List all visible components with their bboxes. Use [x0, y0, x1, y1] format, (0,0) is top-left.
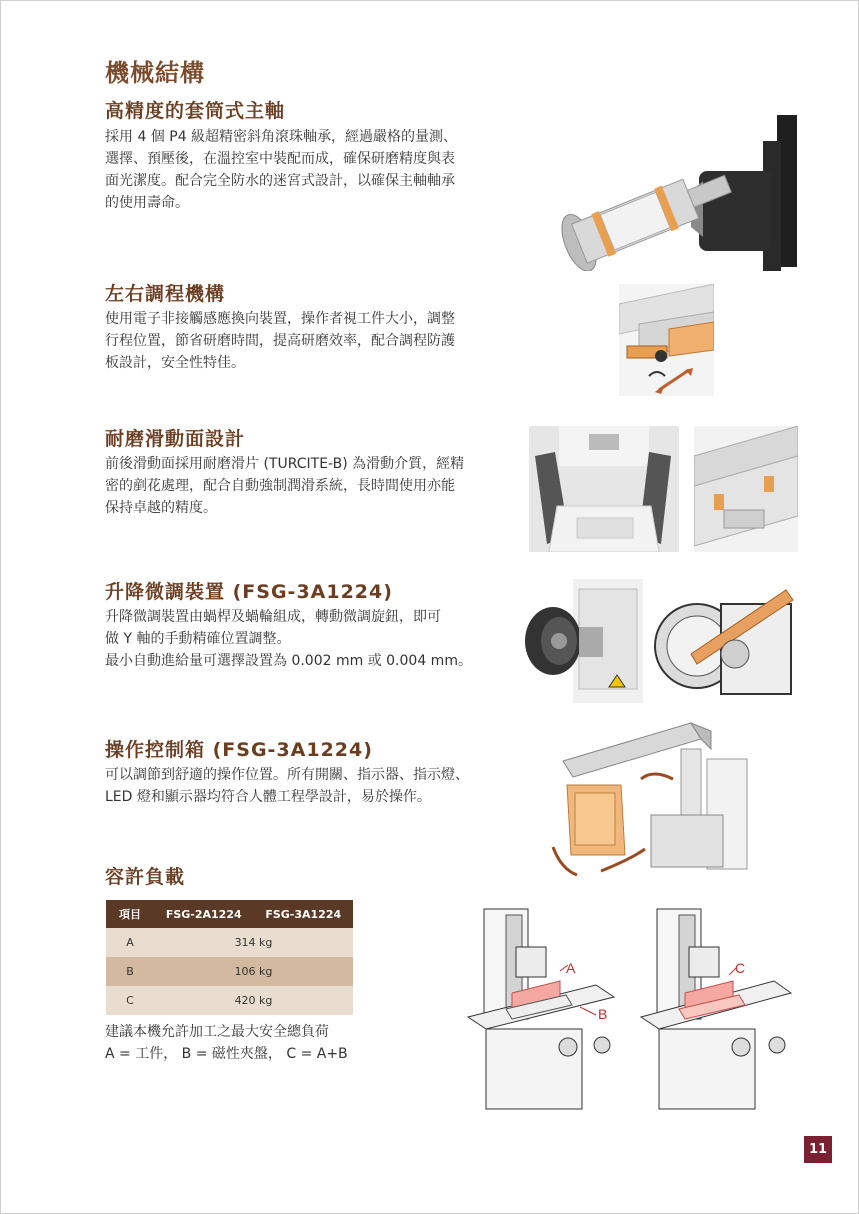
worm-gear-illustration	[651, 584, 796, 706]
load-table-header	[106, 900, 353, 928]
stroke-mechanism-illustration	[619, 284, 714, 396]
machine-diagram-a-b	[456, 901, 616, 1121]
section-text-slideway: 前後滑動面採用耐磨滑片 (TURCITE-B) 為滑動介質，經精 密的剷花處理，配合自動強制潤滑系統，長時間使用亦能 保持卓越的精度。	[105, 456, 465, 516]
page-number-badge: 11	[804, 1136, 832, 1163]
elevation-handwheel-illustration	[523, 579, 643, 703]
label-b: B	[598, 1006, 608, 1022]
control-box-illustration	[541, 719, 751, 879]
slideway-photo-1	[529, 426, 679, 552]
header-fsg-3a1224: FSG-3A1224	[254, 900, 354, 928]
section-heading-elevation: 升降微調裝置 (FSG-3A1224)	[105, 581, 393, 603]
section-text-control-box: 可以調節到舒適的操作位置。所有開關、指示器、指示燈、 LED 燈和顯示器均符合人體工程學設計，易於操作。	[105, 767, 469, 805]
row-value: 314 kg	[154, 928, 353, 957]
table-row	[106, 957, 353, 986]
row-value: 106 kg	[154, 957, 353, 986]
table-row	[106, 928, 353, 957]
section-heading-control-box: 操作控制箱 (FSG-3A1224)	[105, 739, 373, 761]
section-heading-stroke: 左右調程機構	[105, 283, 226, 305]
section-text-stroke: 使用電子非接觸感應換向裝置，操作者視工件大小，調整 行程位置，節省研磨時間，提高研磨效率，配合調程防護 板設計，安全性特佳。	[105, 311, 455, 371]
row-label: C	[106, 986, 154, 1015]
section-heading-slideway: 耐磨滑動面設計	[105, 428, 246, 450]
page-title: 機械結構	[105, 59, 205, 87]
machine-diagram-c	[629, 901, 794, 1121]
header-item: 項目	[106, 900, 154, 928]
row-value: 420 kg	[154, 986, 353, 1015]
row-label: A	[106, 928, 154, 957]
section-text-spindle: 採用 4 個 P4 級超精密斜角滾珠軸承，經過嚴格的量測、 選擇、預壓後，在溫控室中裝配而成，確保研磨精度與表 面光潔度。配合完全防水的迷宮式設計，以確保主軸軸承 的使用壽命。	[105, 129, 458, 211]
header-fsg-2a1224: FSG-2A1224	[154, 900, 254, 928]
row-label: B	[106, 957, 154, 986]
section-text-elevation: 升降微調裝置由蝸桿及蝸輪組成，轉動微調旋鈕，即可 做 Y 軸的手動精確位置調整。 最小自動進給量可選擇設置為 0.002 mm 或 0.004 mm。	[105, 609, 472, 669]
table-row	[106, 986, 353, 1015]
section-heading-load: 容許負載	[105, 866, 186, 888]
spindle-illustration	[541, 111, 803, 271]
load-table	[106, 900, 353, 1015]
section-heading-spindle: 高精度的套筒式主軸	[105, 100, 286, 122]
label-c: C	[735, 960, 746, 976]
slideway-photo-2	[694, 426, 798, 552]
load-note: 建議本機允許加工之最大安全總負荷 A = 工件， B = 磁性夾盤， C = A+B	[105, 1024, 348, 1062]
label-a: A	[566, 960, 576, 976]
